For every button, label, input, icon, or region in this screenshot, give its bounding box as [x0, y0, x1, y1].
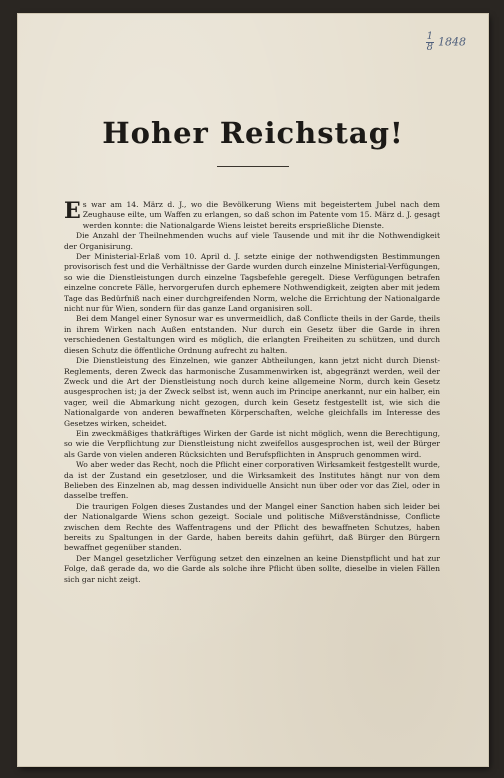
title-divider — [217, 166, 289, 167]
paragraph-4: Bei dem Mangel einer Synosur war es unvermeidlich, daß Conflicte theils in der Garde, theils in ihrem Wirken nach Außen entstanden. Nur durch ein Gesetz über die Garde in ihren verschiedenen Gestaltungen wird es möglich, die erlangten Freiheiten zu schützen, und durch diesen Schutz die öffentliche Ordnung aufrecht zu halten. — [64, 314, 440, 355]
paragraph-5: Die Dienstleistung des Einzelnen, wie ganzer Abtheilungen, kann jetzt nicht durch Dienst-Reglements, deren Zweck das harmonische Zusammenwirken ist, abgegränzt werden, weil der Zweck und die Art der Dienstleistung noch durch keine allgemeine Norm, durch kein Gesetz ausgesprochen ist; ja der Zweck selbst ist, wenn auch im Principe anerkannt, nur ein halber, ein vager, weil die Abmarkung nicht gezogen, durch kein Gesetz festgestellt ist, wie sich die Nationalgarde von anderen bewaffneten Körperschaften, welche gleichfalls im Interesse des Gesetzes wirken, scheidet. — [64, 356, 440, 428]
fraction-numerator: 1 — [426, 31, 433, 42]
drop-cap: E — [64, 198, 81, 224]
paragraph-8: Die traurigen Folgen dieses Zustandes und der Mangel einer Sanction haben sich leider bei der Nationalgarde Wiens schon gezeigt. Sociale und politische Mißverständnisse, Conflicte zwischen dem Rechte des Waffentragens und der Pflicht des bewaffneten Schutzes, haben bereits zu Spaltungen in der Garde, haben bereits dahin geführt, daß Bürger den Bürgern bewaffnet gegenüber standen. — [64, 501, 440, 553]
archive-fraction — [426, 32, 434, 53]
fraction-denominator: 8 — [426, 42, 433, 53]
paragraph-2: Die Anzahl der Theilnehmenden wuchs auf viele Tausende und mit ihr die Nothwendigkeit der Organisirung. — [64, 231, 440, 251]
paragraph-9: Der Mangel gesetzlicher Verfügung setzet den einzelnen an keine Dienstpflicht und hat zur Folge, daß gerade da, wo die Garde als solche ihre Pflicht üben sollte, dieselbe in vielen Fällen sich gar nicht zeigt. — [64, 553, 440, 584]
document-title: Hoher Reichstag! — [102, 116, 404, 150]
paragraph-1 — [64, 200, 440, 231]
archive-year: 1848 — [438, 35, 466, 49]
archive-annotation — [426, 32, 466, 53]
paragraph-text: s war am 14. März d. J., wo die Bevölkerung Wiens mit begeistertem Jubel nach dem Zeughause eilte, um Waffen zu erlangen, so daß schon im Patente vom 15. März d. J. gesagt werden konnte: die Nationalgarde Wiens leistet bereits ersprießliche Dienste. — [82, 200, 440, 230]
paragraph-7: Wo aber weder das Recht, noch die Pflicht einer corporativen Wirksamkeit festgestellt wurde, da ist der Zustand ein gesetzloser, und die Wirksamkeit des Institutes hängt nur von dem Belieben des Einzelnen ab, mag dessen individuelle Ansicht nun über oder vor das Ziel, oder in dasselbe treffen. — [64, 460, 440, 501]
document-body — [64, 200, 440, 585]
document-page — [18, 14, 488, 766]
paragraph-3: Der Ministerial-Erlaß vom 10. April d. J. setzte einige der nothwendigsten Bestimmungen provisorisch fest und die Verhältnisse der Garde wurden durch einzelne Ministerial-Verfügungen, so wie die Dienstleistungen durch einzelne Tagsbefehle geregelt. Diese Verfügungen betrafen einzelne concrete Fälle, hervorgerufen durch ephemere Nothwendigkeit, zeigten aber mit jedem Tage das Bedürfniß nach einer durchgreifenden Norm, welche die Errichtung der Nationalgarde nicht nur für Wien, sondern für das ganze Land organisiren soll. — [64, 252, 440, 314]
paragraph-6: Ein zweckmäßiges thatkräftiges Wirken der Garde ist nicht möglich, wenn die Berechtigung, so wie die Verpflichtung zur Dienstleistung nicht zweifellos ausgesprochen ist, weil der Bürger als Garde von vielen anderen Rücksichten und Berufspflichten in Anspruch genommen wird. — [64, 428, 440, 459]
